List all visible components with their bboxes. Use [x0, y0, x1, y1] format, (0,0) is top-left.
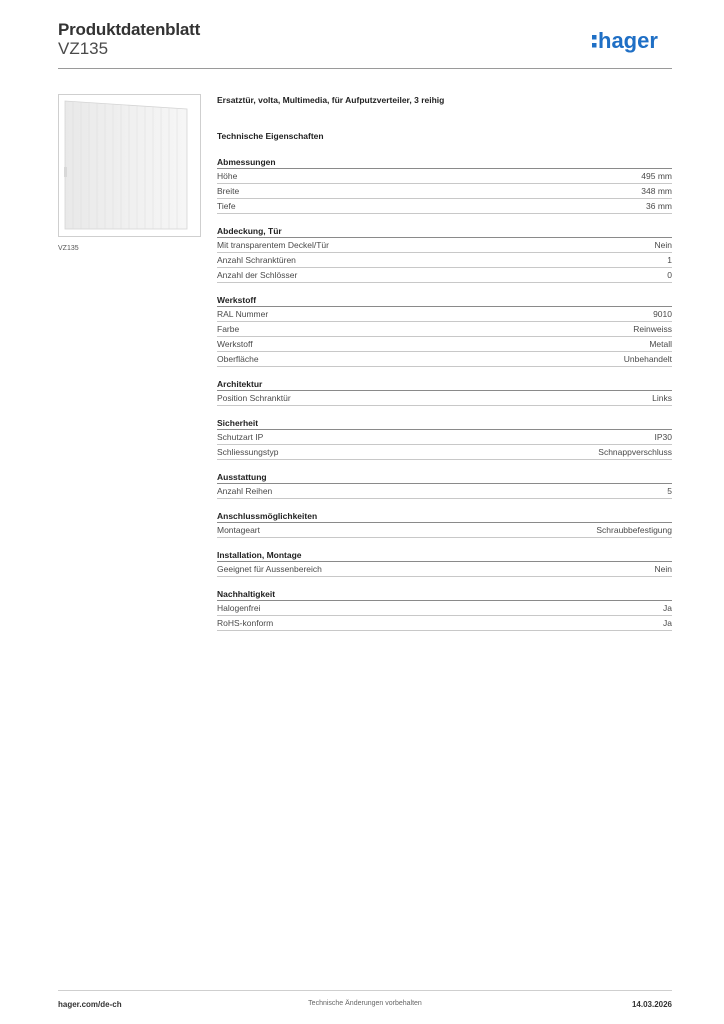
door-panel-image	[59, 95, 200, 236]
spec-value: Schnappverschluss	[598, 447, 672, 457]
spec-value: 5	[667, 486, 672, 496]
door-hinge	[64, 167, 67, 177]
spec-row	[217, 337, 672, 352]
spec-value: Unbehandelt	[623, 354, 672, 364]
spec-value: Ja	[663, 618, 672, 628]
spec-group-title: Abmessungen	[217, 157, 672, 169]
spec-label: Halogenfrei	[217, 603, 261, 613]
spec-label: Anzahl Schranktüren	[217, 255, 296, 265]
spec-value: Nein	[654, 240, 672, 250]
spec-label: Schliessungstyp	[217, 447, 279, 457]
spec-value: Links	[652, 393, 672, 403]
spec-label: RoHS-konform	[217, 618, 274, 628]
spec-label: Schutzart IP	[217, 432, 264, 442]
product-image	[58, 94, 201, 237]
spec-value: 9010	[653, 309, 672, 319]
section-heading: Technische Eigenschaften	[217, 131, 324, 141]
spec-group-title: Anschlussmöglichkeiten	[217, 511, 672, 523]
spec-group	[217, 418, 672, 460]
spec-label: Position Schranktür	[217, 393, 291, 403]
spec-row	[217, 562, 672, 577]
specifications	[217, 95, 672, 643]
spec-label: Höhe	[217, 171, 238, 181]
spec-row	[217, 430, 672, 445]
spec-label: Mit transparentem Deckel/Tür	[217, 240, 329, 250]
spec-row	[217, 352, 672, 367]
spec-value: 36 mm	[646, 201, 672, 211]
spec-group	[217, 295, 672, 367]
spec-group	[217, 511, 672, 538]
spec-value: Ja	[663, 603, 672, 613]
page-header	[58, 20, 672, 68]
spec-value: 0	[667, 270, 672, 280]
spec-group	[217, 472, 672, 499]
spec-group	[217, 226, 672, 283]
document-title: Produktdatenblatt	[58, 20, 201, 39]
spec-group	[217, 589, 672, 631]
spec-row	[217, 169, 672, 184]
spec-row	[217, 523, 672, 538]
spec-group-title: Sicherheit	[217, 418, 672, 430]
spec-row	[217, 199, 672, 214]
spec-label: Breite	[217, 186, 240, 196]
spec-row	[217, 238, 672, 253]
spec-label: Montageart	[217, 525, 260, 535]
spec-groups	[217, 157, 672, 631]
spec-group-title: Installation, Montage	[217, 550, 672, 562]
hager-logo	[590, 26, 672, 54]
spec-group	[217, 550, 672, 577]
spec-value: 1	[667, 255, 672, 265]
spec-value: Schraubbefestigung	[596, 525, 672, 535]
spec-value: Nein	[654, 564, 672, 574]
spec-value: Reinweiss	[633, 324, 672, 334]
spec-group	[217, 379, 672, 406]
page-footer	[58, 990, 672, 1011]
footer-date: 14.03.2026	[631, 1000, 672, 1009]
logo-text: hager	[598, 28, 658, 53]
spec-group-title: Nachhaltigkeit	[217, 589, 672, 601]
spec-group-title: Architektur	[217, 379, 672, 391]
spec-row	[217, 601, 672, 616]
spec-row	[217, 253, 672, 268]
spec-value: Metall	[649, 339, 672, 349]
product-code: VZ135	[58, 39, 109, 58]
spec-label: Werkstoff	[217, 339, 253, 349]
header-divider	[58, 68, 672, 69]
spec-value: IP30	[654, 432, 672, 442]
spec-label: Farbe	[217, 324, 240, 334]
spec-label: Oberfläche	[217, 354, 259, 364]
spec-label: Geeignet für Aussenbereich	[217, 564, 322, 574]
spec-label: Tiefe	[217, 201, 236, 211]
spec-group-title: Abdeckung, Tür	[217, 226, 672, 238]
product-description: Ersatztür, volta, Multimedia, für Aufputzverteiler, 3 reihig	[217, 95, 445, 105]
spec-group-title: Werkstoff	[217, 295, 672, 307]
image-caption: VZ135	[58, 245, 79, 252]
spec-row	[217, 616, 672, 631]
spec-value: 495 mm	[641, 171, 672, 181]
footer-website: hager.com/de-ch	[58, 1000, 122, 1009]
spec-label: Anzahl der Schlösser	[217, 270, 298, 280]
spec-row	[217, 445, 672, 460]
spec-value: 348 mm	[641, 186, 672, 196]
spec-group	[217, 157, 672, 214]
spec-row	[217, 484, 672, 499]
spec-group-title: Ausstattung	[217, 472, 672, 484]
spec-row	[217, 307, 672, 322]
spec-label: Anzahl Reihen	[217, 486, 273, 496]
spec-row	[217, 268, 672, 283]
spec-label: RAL Nummer	[217, 309, 269, 319]
spec-row	[217, 391, 672, 406]
spec-row	[217, 184, 672, 199]
footer-notice: Technische Änderungen vorbehalten	[308, 1000, 422, 1007]
spec-row	[217, 322, 672, 337]
